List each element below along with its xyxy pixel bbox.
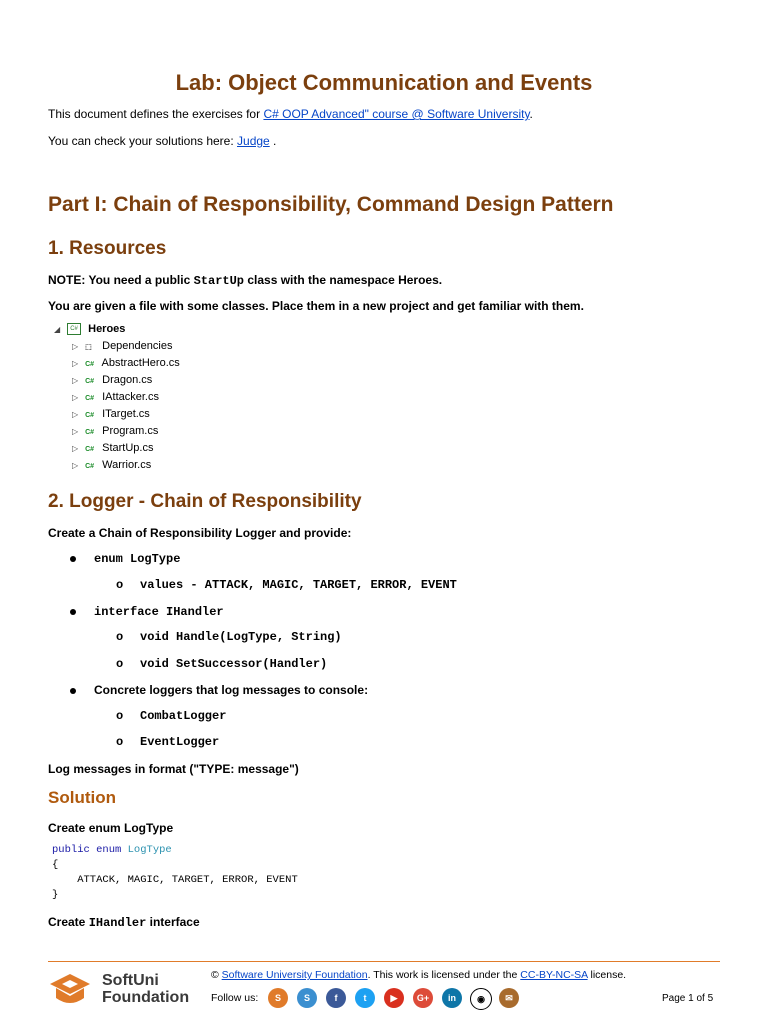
create-enum-line: Create enum LogType xyxy=(48,821,174,835)
follow-us-label: Follow us: xyxy=(211,992,259,1004)
intro-line-2: You can check your solutions here: Judge . xyxy=(48,134,277,148)
list-item: enum LogType xyxy=(70,551,180,567)
tree-item[interactable]: ▷ ⬚ Dependencies xyxy=(72,338,172,354)
part1-heading: Part I: Chain of Responsibility, Command Design Pattern xyxy=(48,193,614,216)
course-link[interactable]: C# OOP Advanced" course @ Software University xyxy=(263,107,530,121)
log-format-line: Log messages in format ("TYPE: message") xyxy=(48,762,299,776)
csharp-file-icon: C# xyxy=(85,378,95,385)
csharp-file-icon: C# xyxy=(85,429,95,436)
given-files-line: You are given a file with some classes. Place them in a new project and get familiar with them. xyxy=(48,299,584,313)
note-line: NOTE: You need a public StartUp class with the namespace Heroes. xyxy=(48,273,443,288)
footer-license-text: © Software University Foundation. This work is licensed under the CC-BY-NC-SA license. xyxy=(211,969,627,981)
csharp-file-icon: C# xyxy=(85,361,95,368)
expanded-triangle-icon: ◢ xyxy=(54,325,61,334)
collapsed-triangle-icon: ▷ xyxy=(72,342,79,351)
foundation-link[interactable]: Software University Foundation xyxy=(221,969,368,981)
list-item: o void Handle(LogType, String) xyxy=(116,630,342,644)
list-item: Concrete loggers that log messages to console: xyxy=(70,682,368,698)
bullet-dot xyxy=(70,556,76,562)
tree-project-row[interactable]: ◢ C# Heroes xyxy=(54,321,125,337)
solution-heading: Solution xyxy=(48,788,116,807)
github-icon[interactable]: ◉ xyxy=(470,988,492,1010)
tree-item[interactable]: ▷ C# IAttacker.cs xyxy=(72,389,159,405)
linkedin-icon[interactable]: in xyxy=(442,988,462,1008)
page-title: Lab: Object Communication and Events xyxy=(175,70,593,95)
dependencies-icon: ⬚ xyxy=(85,344,92,351)
csharp-file-icon: C# xyxy=(85,463,95,470)
bullet-circle: o xyxy=(116,735,124,749)
google-plus-icon[interactable]: G+ xyxy=(413,988,433,1008)
collapsed-triangle-icon: ▷ xyxy=(72,359,79,368)
tree-item[interactable]: ▷ C# Warrior.cs xyxy=(72,457,151,473)
bullet-dot xyxy=(70,609,76,615)
collapsed-triangle-icon: ▷ xyxy=(72,444,79,453)
softuni-foundation-social-icon[interactable]: S xyxy=(297,988,317,1008)
softuni-foundation-logo[interactable]: SoftUni Foundation xyxy=(48,972,198,1012)
create-ihandler-line: Create IHandler interface xyxy=(48,915,200,930)
csharp-file-icon: C# xyxy=(85,412,95,419)
list-item: o values - ATTACK, MAGIC, TARGET, ERROR, EVENT xyxy=(116,578,457,592)
facebook-icon[interactable]: f xyxy=(326,988,346,1008)
csharp-file-icon: C# xyxy=(85,446,95,453)
section2-heading: 2. Logger - Chain of Responsibility xyxy=(48,491,362,512)
tree-item[interactable]: ▷ C# AbstractHero.cs xyxy=(72,355,180,371)
collapsed-triangle-icon: ▷ xyxy=(72,393,79,402)
bullet-dot xyxy=(70,688,76,694)
twitter-icon[interactable]: t xyxy=(355,988,375,1008)
list-item: o EventLogger xyxy=(116,735,220,749)
csharp-project-icon: C# xyxy=(67,323,81,335)
collapsed-triangle-icon: ▷ xyxy=(72,376,79,385)
tree-item[interactable]: ▷ C# StartUp.cs xyxy=(72,440,153,456)
youtube-icon[interactable]: ▶ xyxy=(384,988,404,1008)
collapsed-triangle-icon: ▷ xyxy=(72,410,79,419)
bullet-circle: o xyxy=(116,709,124,723)
list-item: o CombatLogger xyxy=(116,709,227,723)
mail-icon[interactable]: ✉ xyxy=(499,988,519,1008)
footer-divider xyxy=(48,961,720,962)
code-block-enum: public enum LogType { ATTACK, MAGIC, TARGET, ERROR, EVENT } xyxy=(52,844,298,901)
page-number: Page 1 of 5 xyxy=(662,993,714,1004)
license-link[interactable]: CC-BY-NC-SA xyxy=(520,969,588,981)
tree-item[interactable]: ▷ C# ITarget.cs xyxy=(72,406,150,422)
bullet-circle: o xyxy=(116,578,124,592)
bullet-circle: o xyxy=(116,657,124,671)
tree-item[interactable]: ▷ C# Program.cs xyxy=(72,423,158,439)
list-item: interface IHandler xyxy=(70,604,224,620)
bullet-circle: o xyxy=(116,630,124,644)
collapsed-triangle-icon: ▷ xyxy=(72,461,79,470)
softuni-social-icon[interactable]: S xyxy=(268,988,288,1008)
csharp-file-icon: C# xyxy=(85,395,95,402)
judge-link[interactable]: Judge xyxy=(237,134,270,148)
list-item: o void SetSuccessor(Handler) xyxy=(116,657,328,671)
collapsed-triangle-icon: ▷ xyxy=(72,427,79,436)
section1-heading: 1. Resources xyxy=(48,238,167,259)
tree-item[interactable]: ▷ C# Dragon.cs xyxy=(72,372,152,388)
softuni-logo-icon xyxy=(48,972,92,1010)
create-logger-line: Create a Chain of Responsibility Logger and provide: xyxy=(48,526,352,540)
intro-line-1: This document defines the exercises for C# OOP Advanced" course @ Software University. xyxy=(48,107,533,121)
